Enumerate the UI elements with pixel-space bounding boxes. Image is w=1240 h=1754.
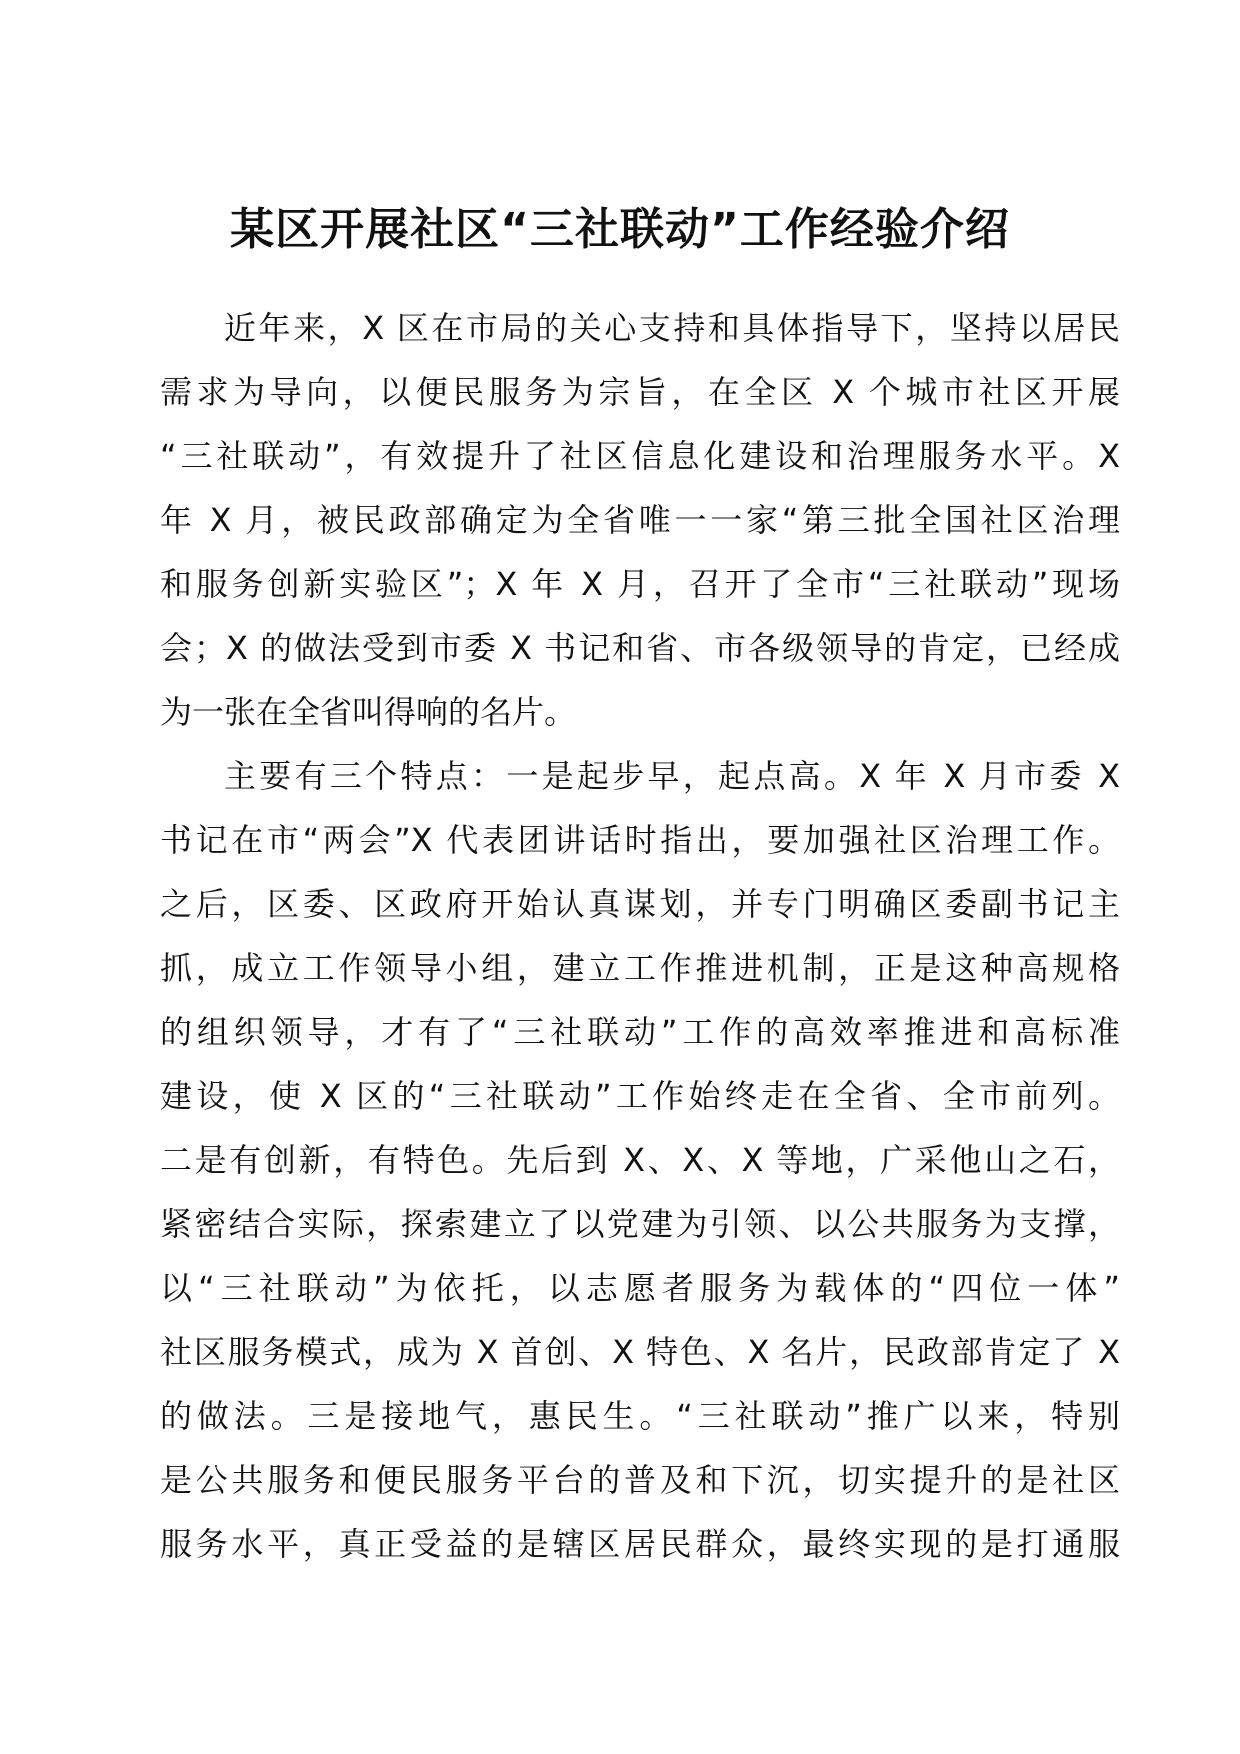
document-title: 某区开展社区“三社联动”工作经验介绍 xyxy=(230,204,1010,255)
text-line xyxy=(160,1512,1120,1576)
text-line xyxy=(160,1320,1120,1384)
text-line xyxy=(160,360,1120,424)
text-line-content: 的做法。三是接地气，惠民生。“三社联动”推广以来，特别 xyxy=(160,1397,1120,1435)
text-line-content: 之后，区委、区政府开始认真谋划，并专门明确区委副书记主 xyxy=(160,885,1120,923)
text-line-content: 是公共服务和便民服务平台的普及和下沉，切实提升的是社区 xyxy=(160,1461,1120,1499)
text-line-content: 年 X 月，被民政部确定为全省唯一一家“第三批全国社区治理 xyxy=(160,501,1120,539)
text-line xyxy=(160,296,1120,360)
text-line xyxy=(160,808,1120,872)
text-line-content: 为一张在全省叫得响的名片。 xyxy=(160,693,577,731)
text-line xyxy=(160,424,1120,488)
text-line-content: 抓，成立工作领导小组，建立工作推进机制，正是这种高规格 xyxy=(160,949,1120,987)
text-line xyxy=(160,488,1120,552)
text-line xyxy=(160,552,1120,616)
document-body xyxy=(160,296,1120,1576)
text-line-content: 二是有创新，有特色。先后到 X、X、X 等地，广采他山之石， xyxy=(160,1141,1120,1179)
text-line-content: 紧密结合实际，探索建立了以党建为引领、以公共服务为支撑， xyxy=(160,1205,1120,1243)
text-line-content: 会；X 的做法受到市委 X 书记和省、市各级领导的肯定，已经成 xyxy=(160,629,1120,667)
text-line xyxy=(160,936,1120,1000)
text-line xyxy=(160,1256,1120,1320)
text-line-content: 以“三社联动”为依托，以志愿者服务为载体的“四位一体” xyxy=(160,1269,1120,1307)
text-line xyxy=(160,872,1120,936)
text-line-content: 需求为导向，以便民服务为宗旨，在全区 X 个城市社区开展 xyxy=(160,373,1120,411)
text-line xyxy=(160,1384,1120,1448)
text-line-content: 近年来，X 区在市局的关心支持和具体指导下，坚持以居民 xyxy=(224,309,1120,347)
text-line-content: 书记在市“两会”X 代表团讲话时指出，要加强社区治理工作。 xyxy=(160,821,1120,859)
text-line-content: “三社联动”，有效提升了社区信息化建设和治理服务水平。X xyxy=(160,437,1120,475)
text-line xyxy=(160,1448,1120,1512)
text-line-content: 社区服务模式，成为 X 首创、X 特色、X 名片，民政部肯定了 X xyxy=(160,1333,1120,1371)
text-line xyxy=(160,680,1120,744)
text-line xyxy=(160,1000,1120,1064)
text-line xyxy=(160,1192,1120,1256)
text-line xyxy=(160,1128,1120,1192)
text-line xyxy=(160,744,1120,808)
text-line-content: 建设，使 X 区的“三社联动”工作始终走在全省、全市前列。 xyxy=(160,1077,1120,1115)
text-line-content: 和服务创新实验区”；X 年 X 月，召开了全市“三社联动”现场 xyxy=(160,565,1120,603)
text-line-content: 主要有三个特点：一是起步早，起点高。X 年 X 月市委 X xyxy=(224,757,1120,795)
text-line-content: 的组织领导，才有了“三社联动”工作的高效率推进和高标准 xyxy=(160,1013,1120,1051)
text-line xyxy=(160,1064,1120,1128)
text-line-content: 服务水平，真正受益的是辖区居民群众，最终实现的是打通服 xyxy=(160,1525,1120,1563)
text-line xyxy=(160,616,1120,680)
